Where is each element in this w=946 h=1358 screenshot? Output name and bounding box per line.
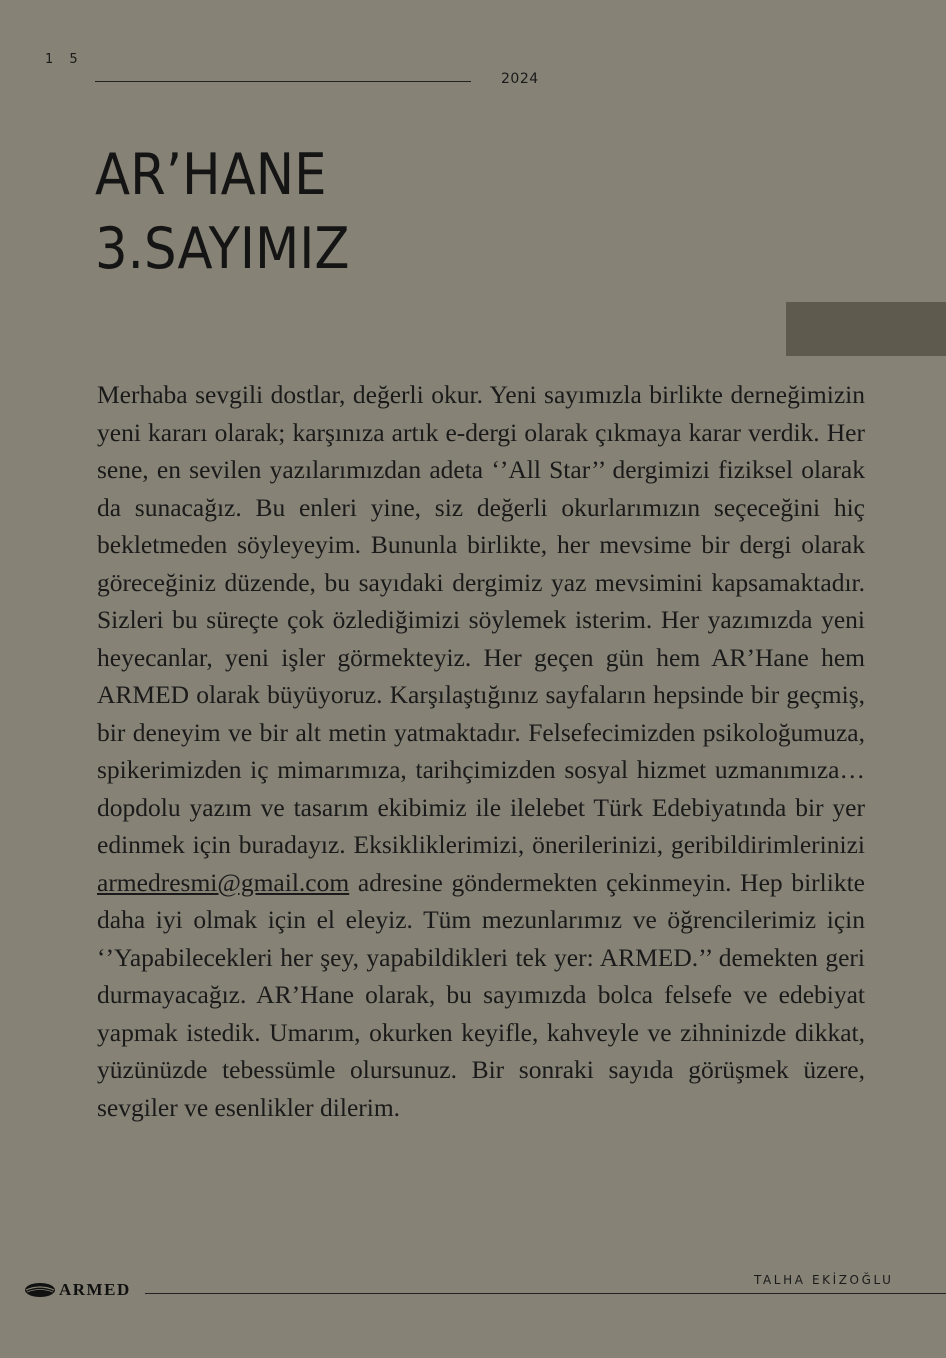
page-number: 1 5 (45, 52, 84, 67)
logo-text: ARMED (59, 1280, 131, 1299)
page-title (95, 138, 350, 286)
footer-divider (145, 1293, 946, 1294)
title-line-1: AR’HANE (95, 142, 327, 208)
armed-logo-icon (24, 1281, 56, 1299)
decorative-accent-block (786, 302, 946, 356)
article-body (97, 376, 865, 1126)
title-line-2: 3.SAYIMIZ (95, 216, 350, 282)
author-name: TALHA EKİZOĞLU (754, 1273, 894, 1287)
issue-year: 2024 (501, 71, 539, 87)
email-link[interactable]: armedresmi@gmail.com (97, 867, 350, 897)
header-divider (95, 81, 471, 82)
armed-logo (24, 1280, 131, 1300)
article-text-part-1: Merhaba sevgili dostlar, değerli okur. Yeni sayımızla birlikte derneğimizin yeni kararı olarak; karşınıza artık e-dergi olarak çıkmaya karar verdik. Her sene, en sevilen yazılarımızdan adeta ‘’All Star’’ dergimizi fiziksel olarak da sunacağız. Bu enleri yine, siz değerli okurlarımızın seçeceğini hiç bekletmeden söyleyeyim. Bununla birlikte, her mevsime bir dergi olarak göreceğiniz düzende, bu sayıdaki dergimiz yaz mevsimini kapsamaktadır. Sizleri bu süreçte çok özlediğimizi söylemek isterim. Her yazımızda yeni heyecanlar, yeni işler görmekteyiz. Her geçen gün hem AR’Hane hem ARMED olarak büyüyoruz. Karşılaştığınız sayfaların hepsinde bir geçmiş, bir deneyim ve bir alt metin yatmaktadır. Felsefecimizden psikoloğumuza, spikerimizden iç mimarımıza, tarihçimizden sosyal hizmet uzmanımıza… dopdolu yazım ve tasarım ekibimiz ile ilelebet Türk Edebiyatında bir yer edinmek için buradayız. Eksikliklerimizi, önerilerinizi, geribildirimlerinizi (97, 380, 865, 859)
article-text-part-2: adresine göndermekten çekinmeyin. Hep birlikte daha iyi olmak için el eleyiz. Tüm mezunlarımız ve öğrencilerimiz için ‘’Yapabilecekleri her şey, yapabildikleri tek yer: ARMED.’’ demekten geri durmayacağız. AR’Hane olarak, bu sayımızda bolca felsefe ve edebiyat yapmak istedik. Umarım, okurken keyifle, kahveyle ve zihninizde dikkat, yüzünüzde tebessümle olursunuz. Bir sonraki sayıda görüşmek üzere, sevgiler ve esenlikler dilerim. (97, 867, 865, 1122)
